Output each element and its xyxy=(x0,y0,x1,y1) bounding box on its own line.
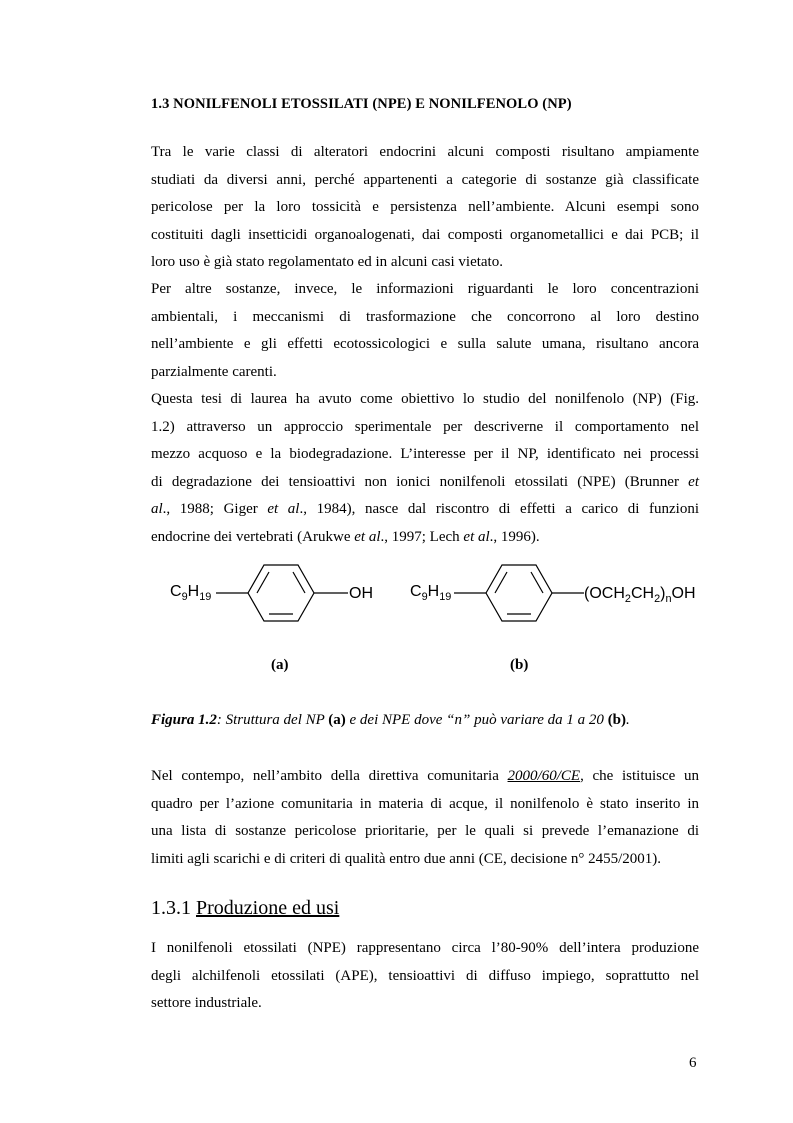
chemical-structures-figure xyxy=(150,555,710,645)
structure-b-ring xyxy=(454,565,584,621)
text-line: al., 1988; Giger et al., 1984), nasce dal riscontro di effetti a carico di funzioni xyxy=(151,501,699,517)
paragraph-1 xyxy=(151,139,699,277)
section-heading: 1.3 NONILFENOLI ETOSSILATI (NPE) E NONILFENOLO (NP) xyxy=(151,96,572,112)
text-line: Nel contempo, nell’ambito della direttiva comunitaria 2000/60/CE, che istituisce un xyxy=(151,768,699,784)
text-line: degli alchilfenoli etossilati (APE), tensioattivi di diffuso impiego, soprattutto nel xyxy=(151,967,699,984)
text-line: Questa tesi di laurea ha avuto come obiettivo lo studio del nonilfenolo (NP) (Fig. xyxy=(151,391,699,407)
paragraph-5 xyxy=(151,935,699,1018)
page-number: 6 xyxy=(689,1055,697,1071)
text-line: pericolose per la loro tossicità e persistenza nell’ambiente. Alcuni esempi sono xyxy=(151,199,699,215)
text-line: costituiti dagli insetticidi organoalogenati, dai composti organometallici e dai PCB; il xyxy=(151,226,699,243)
text-line: di degradazione dei tensioattivi non ionici nonilfenoli etossilati (NPE) (Brunner et xyxy=(151,473,699,490)
text-line: I nonilfenoli etossilati (NPE) rappresentano circa l’80-90% dell’intera produzione xyxy=(151,940,699,956)
text-line: studiati da diversi anni, perché appartenenti a categorie di sostanze già classificate xyxy=(151,171,699,188)
subsection-heading: 1.3.1 Produzione ed usi xyxy=(151,897,340,919)
structure-a-nonyl-group: $C_9H_{19}$ xyxy=(170,583,212,604)
text-line: Per altre sostanze, invece, le informazioni riguardanti le loro concentrazioni xyxy=(151,281,699,297)
structure-a-ring xyxy=(216,565,348,621)
figure-caption: Figura 1.2: Struttura del NP (a) e dei NPE dove “n” può variare da 1 a 20 (b). xyxy=(151,712,630,728)
text-line: settore industriale. xyxy=(151,995,262,1011)
structure-b-nonyl-group: $C_9H_{19}$ xyxy=(410,583,452,604)
structure-b-ethoxylate-chain: $(OCH_2CH_2)_nOH$ xyxy=(584,585,696,606)
text-line: una lista di sostanze pericolose prioritarie, per le quali si prevede l’emanazione di xyxy=(151,823,699,839)
structure-a-hydroxyl-group: OH xyxy=(349,585,373,602)
text-line: mezzo acquoso e la biodegradazione. L’interesse per il NP, identificato nei processi xyxy=(151,446,699,462)
paragraph-3 xyxy=(151,386,699,551)
text-line: nell’ambiente e gli effetti ecotossicologici e sulla salute umana, risultano ancora xyxy=(151,336,699,352)
text-line: endocrine dei vertebrati (Arukwe et al., 1997; Lech et al., 1996). xyxy=(151,528,540,545)
paragraph-4 xyxy=(151,763,699,873)
paragraph-2 xyxy=(151,276,699,386)
text-line: 1.2) attraverso un approccio sperimentale per descriverne il comportamento nel xyxy=(151,418,699,435)
text-line: quadro per l’azione comunitaria in materia di acque, il nonilfenolo è stato inserito in xyxy=(151,795,699,812)
text-line: ambientali, i meccanismi di trasformazione che concorrono al loro destino xyxy=(151,308,699,325)
text-line: parzialmente carenti. xyxy=(151,363,277,380)
figure-label-a: (a) xyxy=(271,657,289,673)
text-line: Tra le varie classi di alteratori endocrini alcuni composti risultano ampiamente xyxy=(151,144,699,160)
text-line: limiti agli scarichi e di criteri di qualità entro due anni (CE, decisione n° 2455/2001). xyxy=(151,850,662,867)
text-line: loro uso è già stato regolamentato ed in alcuni casi vietato. xyxy=(151,254,503,270)
figure-label-b: (b) xyxy=(510,657,529,673)
